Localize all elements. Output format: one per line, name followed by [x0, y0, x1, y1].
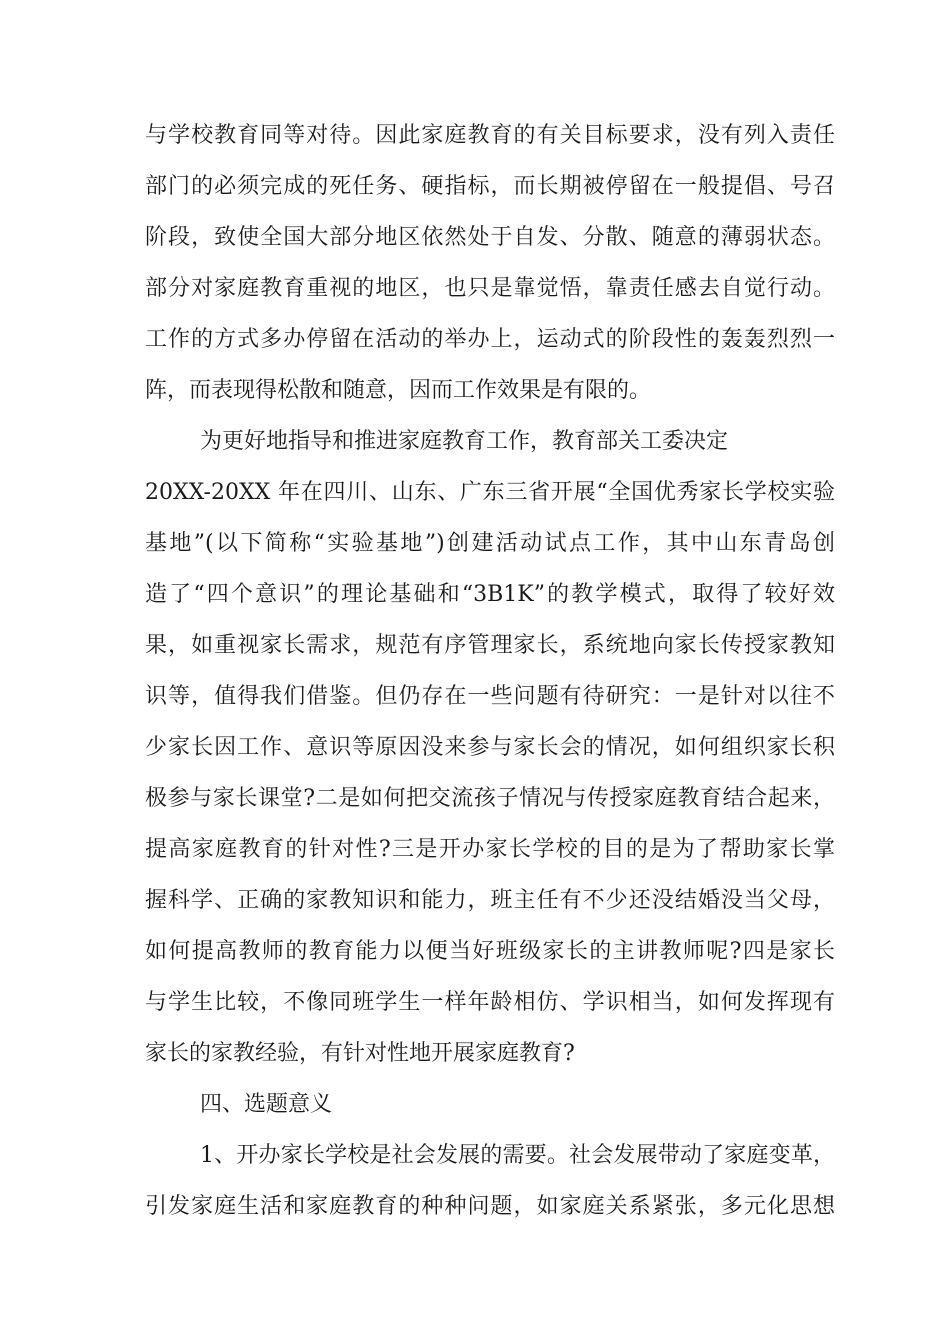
text-line: 家长的家教经验，有针对性地开展家庭教育? — [145, 1041, 575, 1066]
paragraph-first-line: 为更好地指导和推进家庭教育工作，教育部关工委决定 — [200, 429, 729, 454]
text-line: 工作的方式多办停留在活动的举办上，运动式的阶段性的轰轰烈烈一 — [145, 327, 835, 352]
text-line: 握科学、正确的家教知识和能力，班主任有不少还没结婚没当父母， — [145, 888, 835, 913]
text-line: 部分对家庭教育重视的地区，也只是靠觉悟，靠责任感去自觉行动。 — [145, 276, 835, 301]
section-heading: 四、选题意义 — [200, 1092, 333, 1117]
paragraph-first-line: 1、开办家长学校是社会发展的需要。社会发展带动了家庭变革， — [200, 1143, 835, 1168]
text-line: 造了“四个意识”的理论基础和“3B1K”的教学模式，取得了较好效 — [145, 582, 835, 607]
text-line: 识等，值得我们借鉴。但仍存在一些问题有待研究：一是针对以往不 — [145, 684, 835, 709]
text-line: 如何提高教师的教育能力以便当好班级家长的主讲教师呢?四是家长 — [145, 939, 835, 964]
text-line: 阶段，致使全国大部分地区依然处于自发、分散、随意的薄弱状态。 — [145, 225, 835, 250]
text-line: 部门的必须完成的死任务、硬指标，而长期被停留在一般提倡、号召 — [145, 174, 835, 199]
text-line: 与学生比较，不像同班学生一样年龄相仿、学识相当，如何发挥现有 — [145, 990, 835, 1015]
text-line: 提高家庭教育的针对性?三是开办家长学校的目的是为了帮助家长掌 — [145, 837, 835, 862]
text-line: 引发家庭生活和家庭教育的种种问题，如家庭关系紧张，多元化思想 — [145, 1194, 835, 1219]
text-line: 少家长因工作、意识等原因没来参与家长会的情况，如何组织家长积 — [145, 735, 835, 760]
text-line: 阵，而表现得松散和随意，因而工作效果是有限的。 — [145, 378, 652, 403]
text-line: 20XX-20XX 年在四川、山东、广东三省开展“全国优秀家长学校实验 — [145, 480, 835, 505]
text-line: 基地”(以下简称“实验基地”)创建活动试点工作，其中山东青岛创 — [145, 531, 835, 556]
text-line: 极参与家长课堂?二是如何把交流孩子情况与传授家庭教育结合起来， — [145, 786, 835, 811]
text-line: 果，如重视家长需求，规范有序管理家长，系统地向家长传授家教知 — [145, 633, 835, 658]
text-line: 与学校教育同等对待。因此家庭教育的有关目标要求，没有列入责任 — [145, 123, 835, 148]
